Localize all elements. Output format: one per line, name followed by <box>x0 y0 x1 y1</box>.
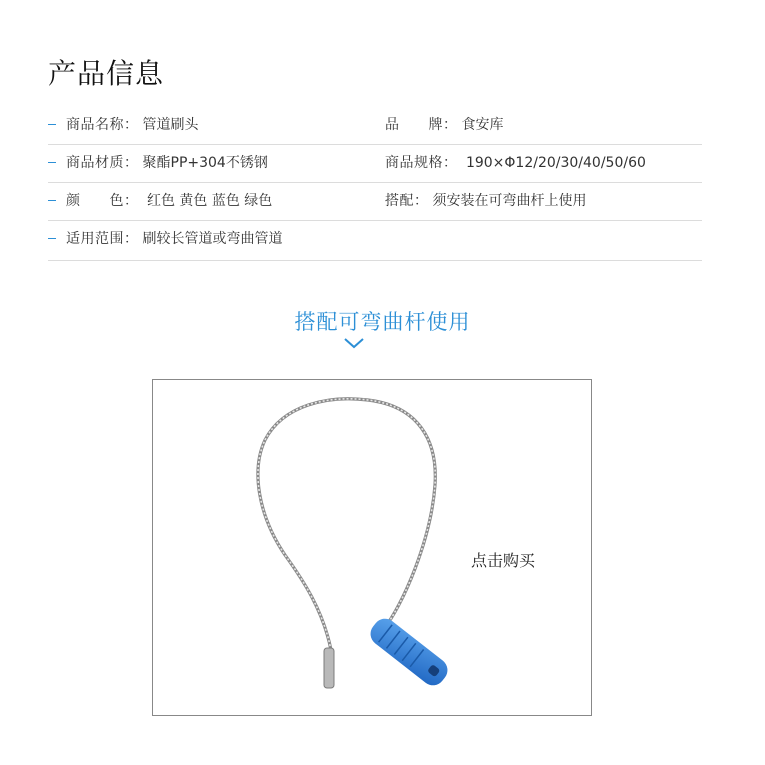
field-label: 商品名称： <box>66 117 139 133</box>
field-label: 搭配： <box>385 193 429 209</box>
field-label: 商品规格： <box>385 155 458 171</box>
field-value: 聚酯PP+304不锈钢 <box>142 155 268 171</box>
product-info-table <box>48 107 702 261</box>
info-row <box>48 183 702 221</box>
page-title: 产品信息 <box>48 57 165 90</box>
info-row <box>48 145 702 183</box>
chevron-down-icon <box>343 336 365 350</box>
info-cell-usage <box>48 221 283 258</box>
info-row <box>48 221 702 261</box>
info-cell-spec <box>385 145 646 182</box>
field-value: 管道刷头 <box>142 117 199 133</box>
info-cell-brand <box>385 107 504 144</box>
dash-bullet-icon <box>48 124 56 125</box>
info-cell-color <box>48 183 272 220</box>
field-label: 品 牌： <box>385 117 458 133</box>
field-label: 适用范围： <box>66 231 139 247</box>
product-photo[interactable] <box>152 379 592 716</box>
info-row <box>48 107 702 145</box>
field-value: 190×Φ12/20/30/40/50/60 <box>461 155 646 171</box>
info-cell-pairing <box>385 183 587 220</box>
field-value: 须安装在可弯曲杆上使用 <box>432 193 587 209</box>
field-value: 红色 黄色 蓝色 绿色 <box>142 193 273 209</box>
info-cell-name <box>48 107 199 144</box>
section-heading: 搭配可弯曲杆使用 <box>294 310 471 334</box>
buy-now-link[interactable]: 点击购买 <box>471 551 536 570</box>
field-label: 颜 色： <box>66 193 139 209</box>
field-label: 商品材质： <box>66 155 139 171</box>
info-cell-material <box>48 145 268 182</box>
dash-bullet-icon <box>48 238 56 239</box>
dash-bullet-icon <box>48 200 56 201</box>
dash-bullet-icon <box>48 162 56 163</box>
field-value: 食安库 <box>461 117 504 133</box>
field-value: 刷较长管道或弯曲管道 <box>142 231 283 247</box>
